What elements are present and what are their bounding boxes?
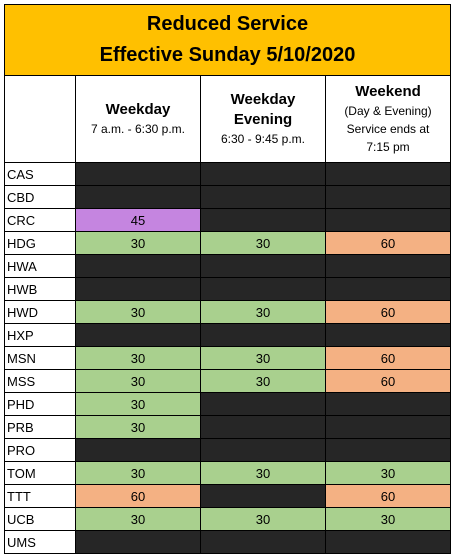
- weekday-evening-frequency: [200, 439, 325, 461]
- table-row: [5, 439, 450, 462]
- route-code: CAS: [5, 163, 75, 185]
- table-row: [5, 301, 450, 324]
- weekend-frequency: 60: [325, 347, 450, 369]
- route-code: TTT: [5, 485, 75, 507]
- table-row: [5, 209, 450, 232]
- weekday-evening-frequency: [200, 278, 325, 300]
- weekday-frequency: [75, 163, 200, 185]
- header-weekend-note3: 7:15 pm: [366, 140, 410, 154]
- header-weekend-title: Weekend: [355, 83, 421, 100]
- banner-title: Reduced Service: [146, 13, 309, 35]
- weekend-frequency: 60: [325, 485, 450, 507]
- weekday-frequency: [75, 186, 200, 208]
- weekday-evening-frequency: 30: [200, 508, 325, 530]
- route-code: CRC: [5, 209, 75, 231]
- banner-effective-date: Effective Sunday 5/10/2020: [99, 44, 356, 66]
- weekday-frequency: 30: [75, 232, 200, 254]
- weekday-evening-frequency: [200, 393, 325, 415]
- table-row: [5, 508, 450, 531]
- table-row: [5, 370, 450, 393]
- table-row: [5, 232, 450, 255]
- weekend-frequency: 60: [325, 301, 450, 323]
- weekday-frequency: [75, 531, 200, 553]
- weekday-frequency: 30: [75, 416, 200, 438]
- weekday-frequency: 30: [75, 393, 200, 415]
- weekday-evening-frequency: [200, 531, 325, 553]
- weekday-evening-frequency: 30: [200, 232, 325, 254]
- route-code: CBD: [5, 186, 75, 208]
- table-row: [5, 278, 450, 301]
- route-code: MSS: [5, 370, 75, 392]
- route-code: HDG: [5, 232, 75, 254]
- route-code: HWA: [5, 255, 75, 277]
- route-code: UMS: [5, 531, 75, 553]
- weekday-evening-frequency: 30: [200, 347, 325, 369]
- weekday-evening-frequency: [200, 255, 325, 277]
- table-row: [5, 186, 450, 209]
- table-row: [5, 163, 450, 186]
- route-code: HXP: [5, 324, 75, 346]
- header-weekday-evening-hours: 6:30 - 9:45 p.m.: [220, 132, 306, 146]
- weekday-frequency: 60: [75, 485, 200, 507]
- weekend-frequency: [325, 531, 450, 553]
- header-weekday-evening: [200, 76, 325, 162]
- table-row: [5, 324, 450, 347]
- weekend-frequency: [325, 255, 450, 277]
- table-row: [5, 255, 450, 278]
- weekday-frequency: [75, 278, 200, 300]
- route-rows: [5, 163, 450, 553]
- weekend-frequency: 60: [325, 370, 450, 392]
- route-code: PHD: [5, 393, 75, 415]
- weekend-frequency: [325, 209, 450, 231]
- weekday-frequency: 45: [75, 209, 200, 231]
- weekday-frequency: 30: [75, 301, 200, 323]
- route-code: TOM: [5, 462, 75, 484]
- weekday-frequency: [75, 439, 200, 461]
- route-code: PRO: [5, 439, 75, 461]
- weekday-evening-frequency: [200, 416, 325, 438]
- weekend-frequency: [325, 416, 450, 438]
- weekday-evening-frequency: 30: [200, 462, 325, 484]
- weekend-frequency: 60: [325, 232, 450, 254]
- weekday-frequency: [75, 255, 200, 277]
- weekend-frequency: [325, 186, 450, 208]
- weekend-frequency: [325, 439, 450, 461]
- weekday-evening-frequency: [200, 163, 325, 185]
- weekday-evening-frequency: [200, 209, 325, 231]
- route-code: PRB: [5, 416, 75, 438]
- weekend-frequency: [325, 278, 450, 300]
- weekend-frequency: [325, 163, 450, 185]
- header-weekend-note1: (Day & Evening): [344, 104, 432, 118]
- header-weekday-hours: 7 a.m. - 6:30 p.m.: [90, 122, 186, 136]
- table-row: [5, 393, 450, 416]
- route-code: HWB: [5, 278, 75, 300]
- route-code: HWD: [5, 301, 75, 323]
- weekend-frequency: 30: [325, 462, 450, 484]
- weekday-frequency: 30: [75, 462, 200, 484]
- weekday-evening-frequency: [200, 324, 325, 346]
- route-code-header: [5, 76, 75, 162]
- header-weekday-evening-title2: Evening: [233, 111, 293, 128]
- weekend-frequency: 30: [325, 508, 450, 530]
- weekend-frequency: [325, 393, 450, 415]
- header-weekday: [75, 76, 200, 162]
- weekday-evening-frequency: [200, 186, 325, 208]
- weekday-frequency: 30: [75, 508, 200, 530]
- table-row: [5, 462, 450, 485]
- table-row: [5, 485, 450, 508]
- route-code: MSN: [5, 347, 75, 369]
- header-weekday-title: Weekday: [105, 101, 171, 118]
- column-header-row: [5, 76, 450, 163]
- weekday-frequency: 30: [75, 347, 200, 369]
- weekday-frequency: [75, 324, 200, 346]
- weekday-frequency: 30: [75, 370, 200, 392]
- header-weekend: [325, 76, 450, 162]
- header-weekday-evening-title: Weekday: [230, 91, 296, 108]
- header-weekend-note2: Service ends at: [346, 122, 430, 136]
- weekday-evening-frequency: 30: [200, 301, 325, 323]
- table-row: [5, 416, 450, 439]
- weekend-frequency: [325, 324, 450, 346]
- schedule-banner: [5, 5, 450, 76]
- weekday-evening-frequency: 30: [200, 370, 325, 392]
- service-schedule-table: [4, 4, 451, 554]
- weekday-evening-frequency: [200, 485, 325, 507]
- table-row: [5, 531, 450, 553]
- route-code: UCB: [5, 508, 75, 530]
- table-row: [5, 347, 450, 370]
